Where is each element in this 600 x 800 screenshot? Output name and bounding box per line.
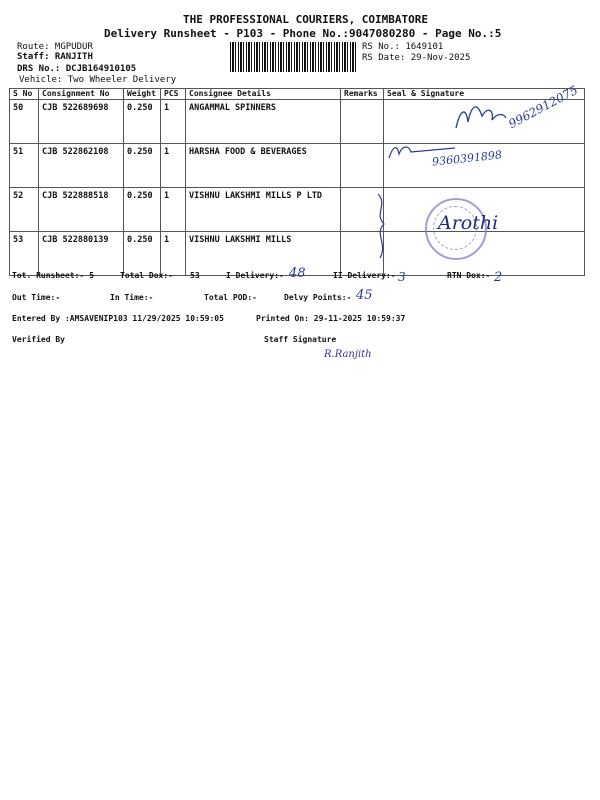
signature-1-phone: 9962912075 xyxy=(506,82,581,132)
row-weight: 0.250 xyxy=(124,232,161,276)
row-sno: 53 xyxy=(10,232,39,276)
rtn-dox-label: RTN Dox:- xyxy=(447,271,491,280)
ii-delivery-label: II Delivery:- xyxy=(333,271,396,280)
col-consignee: Consignee Details xyxy=(186,89,341,100)
total-dox-value: 53 xyxy=(190,271,200,280)
col-consignment: Consignment No xyxy=(39,89,124,100)
row-sno: 50 xyxy=(10,100,39,144)
row-consignment: CJB 522888518 xyxy=(39,188,124,232)
row-remarks xyxy=(341,100,384,144)
row-pcs: 1 xyxy=(161,232,186,276)
row-weight: 0.250 xyxy=(124,144,161,188)
tot-runsheet: Tot. Runsheet:- 5 xyxy=(12,271,94,280)
row-weight: 0.250 xyxy=(124,188,161,232)
in-time-label: In Time:- xyxy=(110,293,154,302)
total-dox-label: Total Dox:- xyxy=(120,271,173,280)
bracket-mark xyxy=(372,190,394,262)
row-pcs: 1 xyxy=(161,188,186,232)
verified-by: Verified By xyxy=(12,335,65,344)
rs-date: RS Date: 29-Nov-2025 xyxy=(362,53,471,63)
staff-signature: R.Ranjith xyxy=(324,349,372,360)
drs-label: DRS No.: DCJB164910105 xyxy=(17,64,137,74)
total-pod-label: Total POD:- xyxy=(204,293,257,302)
col-weight: Weight xyxy=(124,89,161,100)
row-consignee: VISHNU LAKSHMI MILLS P LTD xyxy=(186,188,341,232)
route-label: Route: MGPUDUR xyxy=(17,42,93,52)
i-delivery-value: 48 xyxy=(289,266,306,281)
barcode xyxy=(230,42,356,72)
out-time-label: Out Time:- xyxy=(12,293,61,302)
delvy-points-value: 45 xyxy=(356,288,373,303)
row-pcs: 1 xyxy=(161,100,186,144)
col-seal-signature: Seal & Signature xyxy=(384,89,585,100)
i-delivery-label: I Delivery:- xyxy=(226,271,284,280)
company-name: THE PROFESSIONAL COURIERS, COIMBATORE xyxy=(183,13,429,26)
row-consignment: CJB 522862108 xyxy=(39,144,124,188)
row-sno: 51 xyxy=(10,144,39,188)
runsheet-subtitle: Delivery Runsheet - P103 - Phone No.:9047080280 - Page No.:5 xyxy=(104,27,502,40)
row-remarks xyxy=(341,144,384,188)
staff-signature-label: Staff Signature xyxy=(264,335,337,344)
row-consignee: VISHNU LAKSHMI MILLS xyxy=(186,232,341,276)
col-pcs: PCS xyxy=(161,89,186,100)
rs-number: RS No.: 1649101 xyxy=(362,42,444,52)
row-weight: 0.250 xyxy=(124,100,161,144)
delvy-points-label: Delvy Points:- xyxy=(284,293,352,302)
rtn-dox-value: 2 xyxy=(494,270,503,285)
row-consignee: HARSHA FOOD & BEVERAGES xyxy=(186,144,341,188)
printed-on: Printed On: 29-11-2025 10:59:37 xyxy=(256,314,406,323)
row-consignee: ANGAMMAL SPINNERS xyxy=(186,100,341,144)
vehicle-label: Vehicle: Two Wheeler Delivery xyxy=(19,75,177,85)
col-remarks: Remarks xyxy=(341,89,384,100)
table-row xyxy=(10,188,585,232)
col-sno: S No xyxy=(10,89,39,100)
ii-delivery-value: 3 xyxy=(398,270,406,284)
row-sno: 52 xyxy=(10,188,39,232)
signature-2-phone: 9360391898 xyxy=(431,148,503,169)
signature-3: Arothi xyxy=(438,212,499,234)
row-pcs: 1 xyxy=(161,144,186,188)
row-consignment: CJB 522880139 xyxy=(39,232,124,276)
entered-by: Entered By :AMSAVENIP103 11/29/2025 10:59:05 xyxy=(12,314,224,323)
staff-label: Staff: RANJITH xyxy=(17,52,93,62)
row-consignment: CJB 522689698 xyxy=(39,100,124,144)
